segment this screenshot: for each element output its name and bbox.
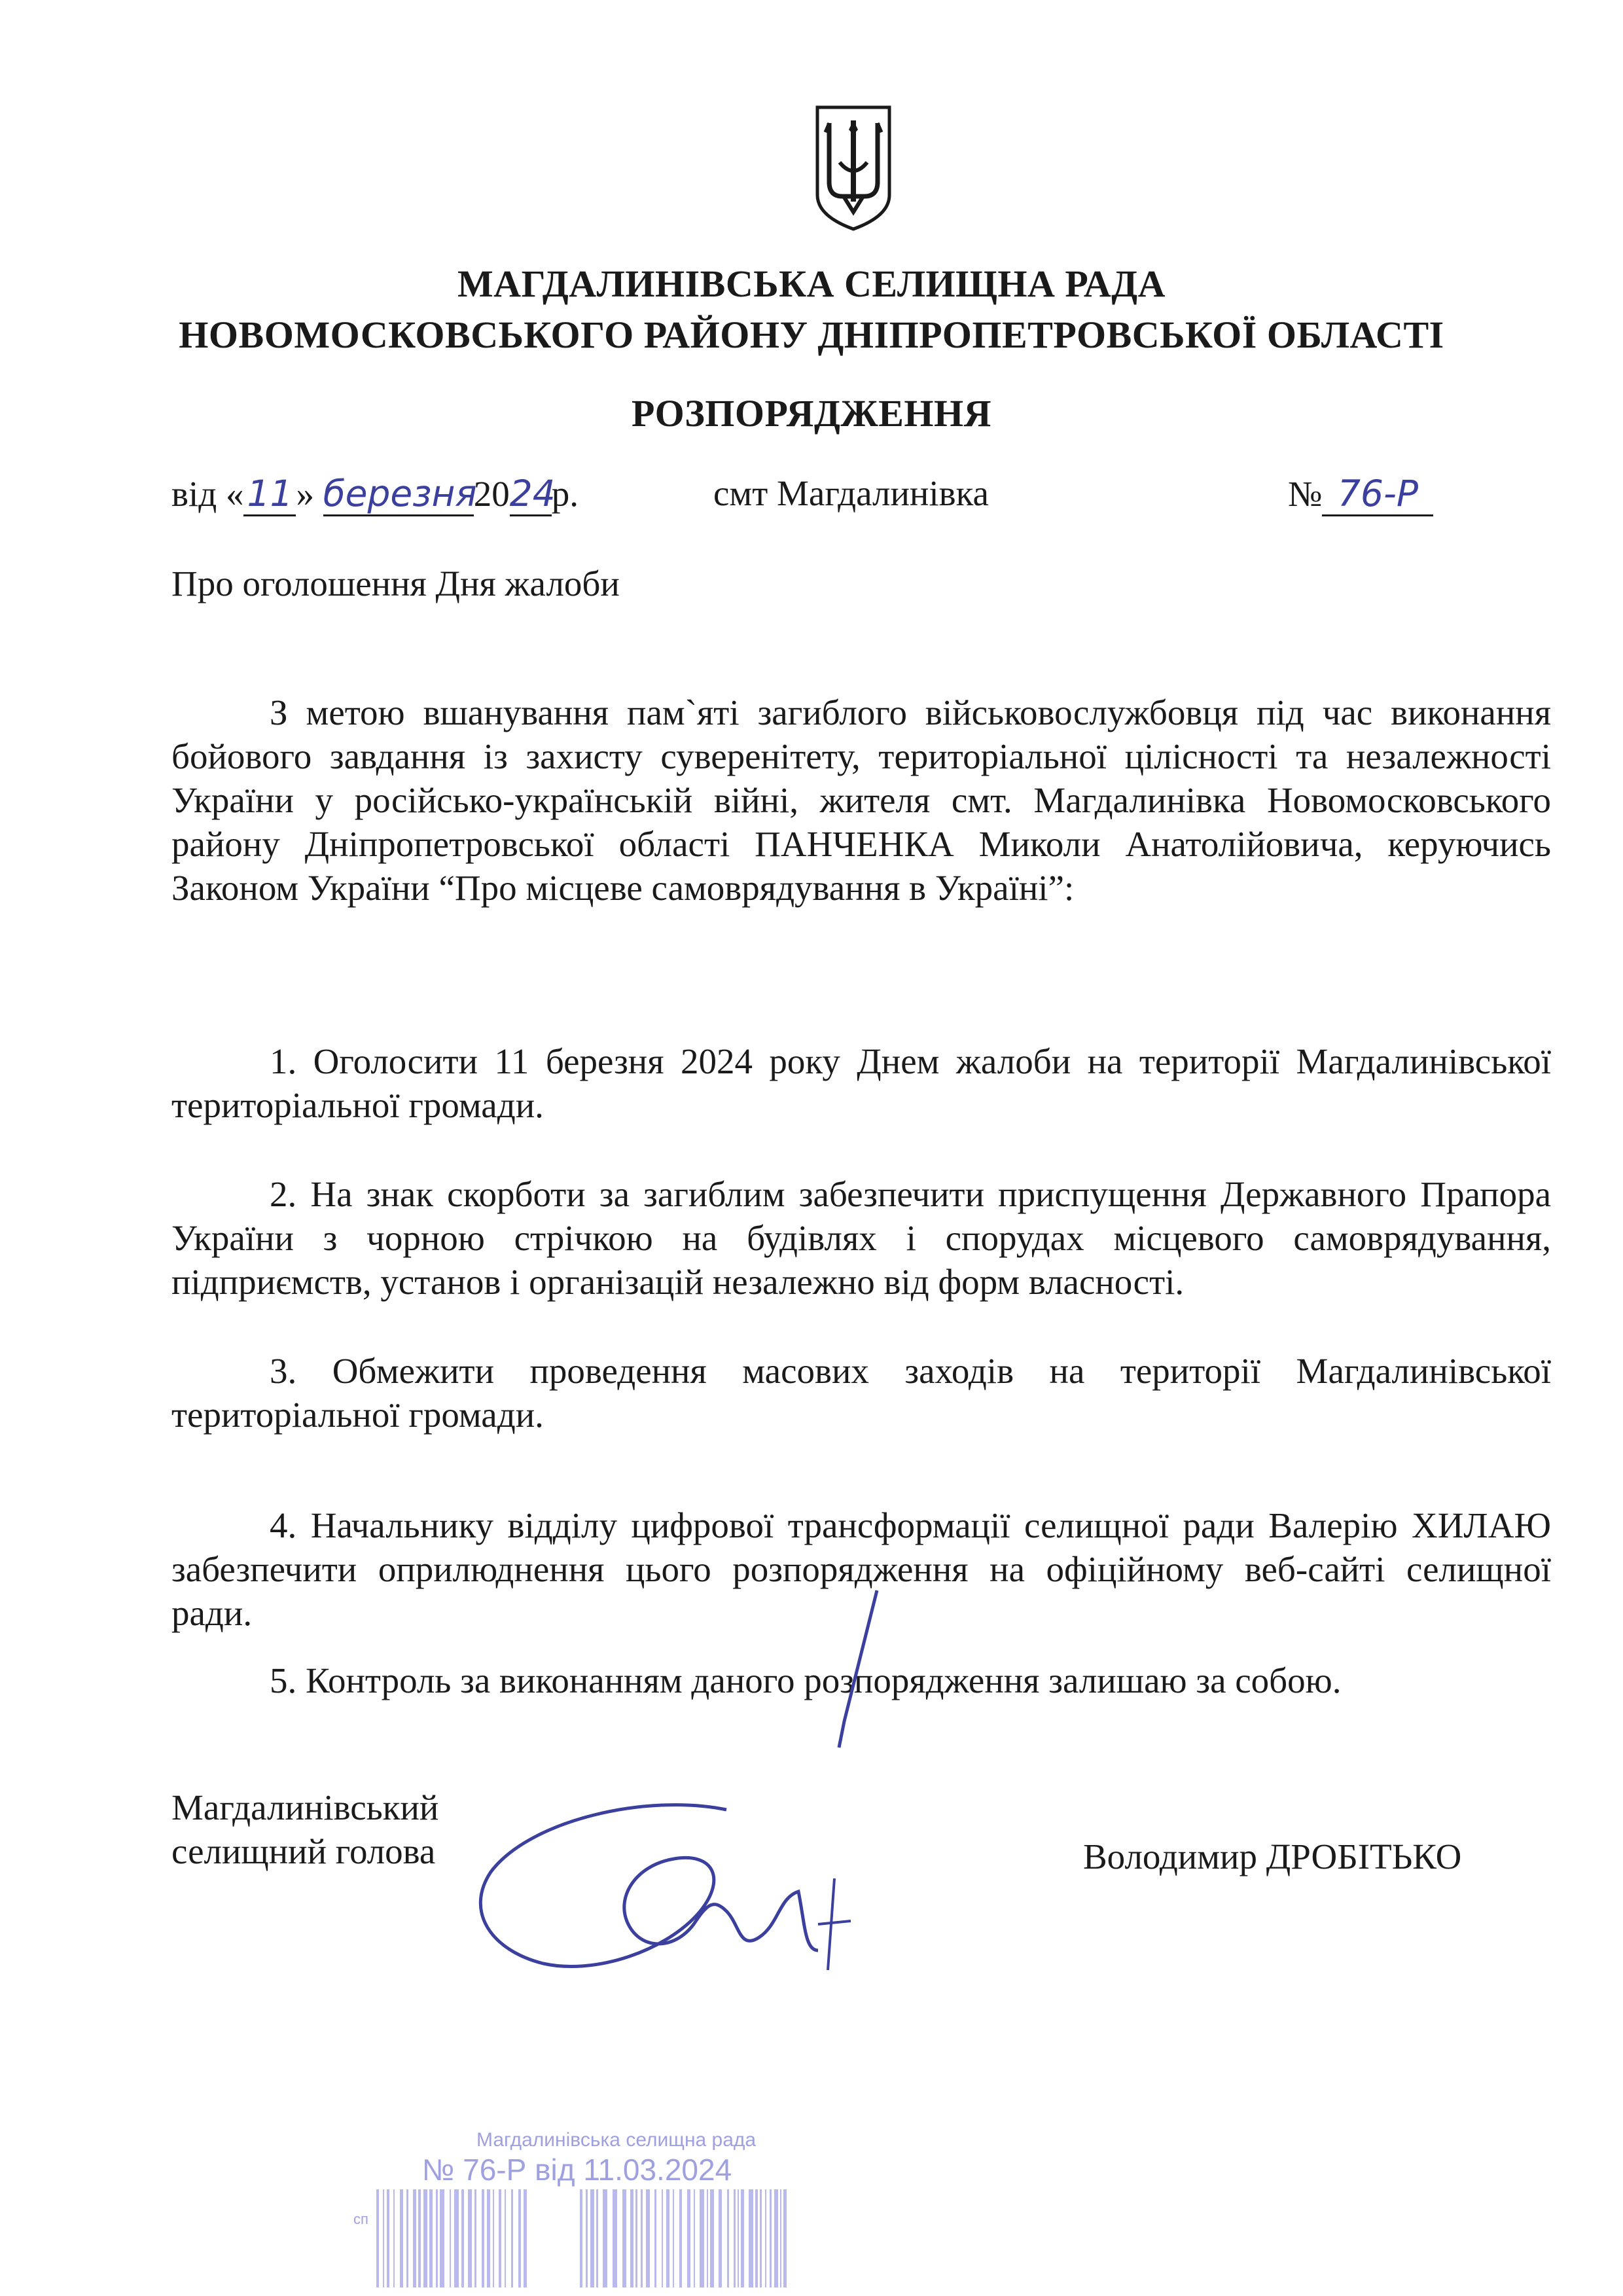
item-2: 2. На знак скорботи за загиблим забезпечити приспущення Державного Прапора України з чорною стрічкою на будівлях і спорудах місцевого самоврядування, підприємств, установ і організацій незалежно від форм власності. bbox=[171, 1174, 1551, 1302]
document-subject: Про оголошення Дня жалоби bbox=[171, 564, 620, 603]
preamble-paragraph: З метою вшанування пам`яті загиблого військовослужбовця під час виконання бойового завдання із захисту суверенітету, територіальної цілісності та незалежності України у російсько-українській війні, жителя смт. Магдалинівка Новомосковського району Дніпропетровської області ПАНЧЕНКА Миколи Анатолійовича, керуючись Законом України “Про місцеве самоврядування в Україні”: bbox=[171, 692, 1551, 908]
date-day: 11 bbox=[243, 473, 296, 516]
barcode-bar bbox=[406, 2189, 408, 2287]
barcode-bar bbox=[707, 2189, 708, 2287]
barcode-bar bbox=[783, 2189, 787, 2287]
barcode-bar bbox=[590, 2189, 594, 2287]
document-number bbox=[1288, 473, 1433, 516]
date-year-suffix: 24 bbox=[510, 473, 552, 516]
stamp-org-name: Магдалинівська селищна рада bbox=[476, 2129, 757, 2151]
barcode-bar bbox=[613, 2189, 617, 2287]
barcode-bar bbox=[727, 2189, 729, 2287]
org-name-line-2: НОВОМОСКОВСЬКОГО РАЙОНУ ДНІПРОПЕТРОВСЬКОЇ ОБЛАСТІ bbox=[179, 314, 1444, 356]
signer-position-line-2: селищний голова bbox=[171, 1831, 436, 1871]
barcode-bar bbox=[383, 2189, 384, 2287]
barcode-bar bbox=[765, 2189, 766, 2287]
date-line bbox=[171, 473, 579, 516]
item-4: 4. Начальнику відділу цифрової трансформації селищної ради Валерію ХИЛАЮ забезпечити оприлюднення цього розпорядження на офіційному веб-сайті селищної ради. bbox=[171, 1505, 1551, 1633]
barcode-bar bbox=[487, 2189, 490, 2287]
barcode-bar bbox=[738, 2189, 739, 2287]
barcode-bar bbox=[755, 2189, 758, 2287]
barcode-bar bbox=[505, 2189, 506, 2287]
barcode-bar bbox=[586, 2189, 588, 2287]
place-name: смт Магдалинівка bbox=[713, 473, 989, 513]
barcode-bar bbox=[482, 2189, 484, 2287]
barcode-bar bbox=[741, 2189, 744, 2287]
barcode-bar bbox=[423, 2189, 427, 2287]
barcode-bar bbox=[468, 2189, 472, 2287]
handwritten-signature bbox=[452, 1584, 910, 2016]
barcode-bar bbox=[719, 2189, 722, 2287]
barcode-bar bbox=[511, 2189, 513, 2287]
barcode-bar bbox=[454, 2189, 459, 2287]
stamp-registration-number: № 76-Р від 11.03.2024 bbox=[422, 2153, 732, 2187]
barcode-bar bbox=[630, 2189, 633, 2287]
document-type-title: РОЗПОРЯДЖЕННЯ bbox=[631, 392, 992, 435]
barcode-bar bbox=[440, 2189, 444, 2287]
item-3: 3. Обмежити проведення масових заходів на території Магдалинівської територіальної громади. bbox=[171, 1351, 1551, 1435]
number-value: 76-Р bbox=[1322, 473, 1433, 516]
barcode-bar bbox=[641, 2189, 643, 2287]
barcode-bar bbox=[387, 2189, 389, 2287]
barcode-bar bbox=[493, 2189, 494, 2287]
barcode-bar bbox=[418, 2189, 421, 2287]
barcode-bar bbox=[376, 2189, 379, 2287]
barcode-bar bbox=[774, 2189, 778, 2287]
coat-of-arms-icon bbox=[813, 103, 893, 232]
date-suffix: р. bbox=[551, 474, 579, 514]
barcode-bar bbox=[596, 2189, 598, 2287]
barcode-bar bbox=[450, 2189, 451, 2287]
barcode-bar bbox=[436, 2189, 438, 2287]
barcode-bar bbox=[710, 2189, 714, 2287]
barcode-bar bbox=[461, 2189, 464, 2287]
barcode-bar bbox=[679, 2189, 682, 2287]
barcode-bar bbox=[734, 2189, 736, 2287]
barcode-bar bbox=[474, 2189, 476, 2287]
barcode-bar bbox=[499, 2189, 501, 2287]
barcode-bar bbox=[429, 2189, 433, 2287]
signer-name: Володимир ДРОБІТЬКО bbox=[1083, 1837, 1462, 1876]
barcode-bar bbox=[646, 2189, 650, 2287]
barcode-bar bbox=[580, 2189, 582, 2287]
barcode-bar bbox=[749, 2189, 753, 2287]
barcode-bar bbox=[654, 2189, 656, 2287]
barcode-bar bbox=[700, 2189, 704, 2287]
barcode-bar bbox=[518, 2189, 521, 2287]
barcode-bar bbox=[413, 2189, 416, 2287]
barcode-bar bbox=[687, 2189, 690, 2287]
barcode-bar bbox=[760, 2189, 762, 2287]
date-prefix: від « bbox=[171, 474, 244, 514]
item-1: 1. Оголосити 11 березня 2024 року Днем жалоби на території Магдалинівської територіальної громади. bbox=[171, 1041, 1551, 1125]
stamp-prefix: сп bbox=[353, 2211, 368, 2227]
barcode-bar bbox=[603, 2189, 607, 2287]
barcode-bar bbox=[666, 2189, 669, 2287]
barcode-bar bbox=[622, 2189, 626, 2287]
barcode-bar bbox=[780, 2189, 781, 2287]
barcode-bar bbox=[393, 2189, 395, 2287]
date-month: березня bbox=[323, 473, 474, 516]
signer-position-line-1: Магдалинівський bbox=[171, 1787, 439, 1827]
barcode-bar bbox=[673, 2189, 674, 2287]
barcode-bar bbox=[662, 2189, 663, 2287]
date-year-prefix: 20 bbox=[473, 474, 510, 514]
item-5: 5. Контроль за виконанням даного розпорядження залишаю за собою. bbox=[270, 1660, 1342, 1700]
date-mid: » bbox=[296, 474, 314, 514]
barcode-bar bbox=[694, 2189, 695, 2287]
barcode-icon bbox=[376, 2189, 795, 2287]
barcode-bar bbox=[770, 2189, 772, 2287]
barcode-bar bbox=[524, 2189, 527, 2287]
barcode-bar bbox=[400, 2189, 403, 2287]
barcode-bar bbox=[635, 2189, 637, 2287]
number-prefix: № bbox=[1288, 474, 1323, 514]
org-name-line-1: МАГДАЛИНІВСЬКА СЕЛИЩНА РАДА bbox=[457, 262, 1166, 305]
